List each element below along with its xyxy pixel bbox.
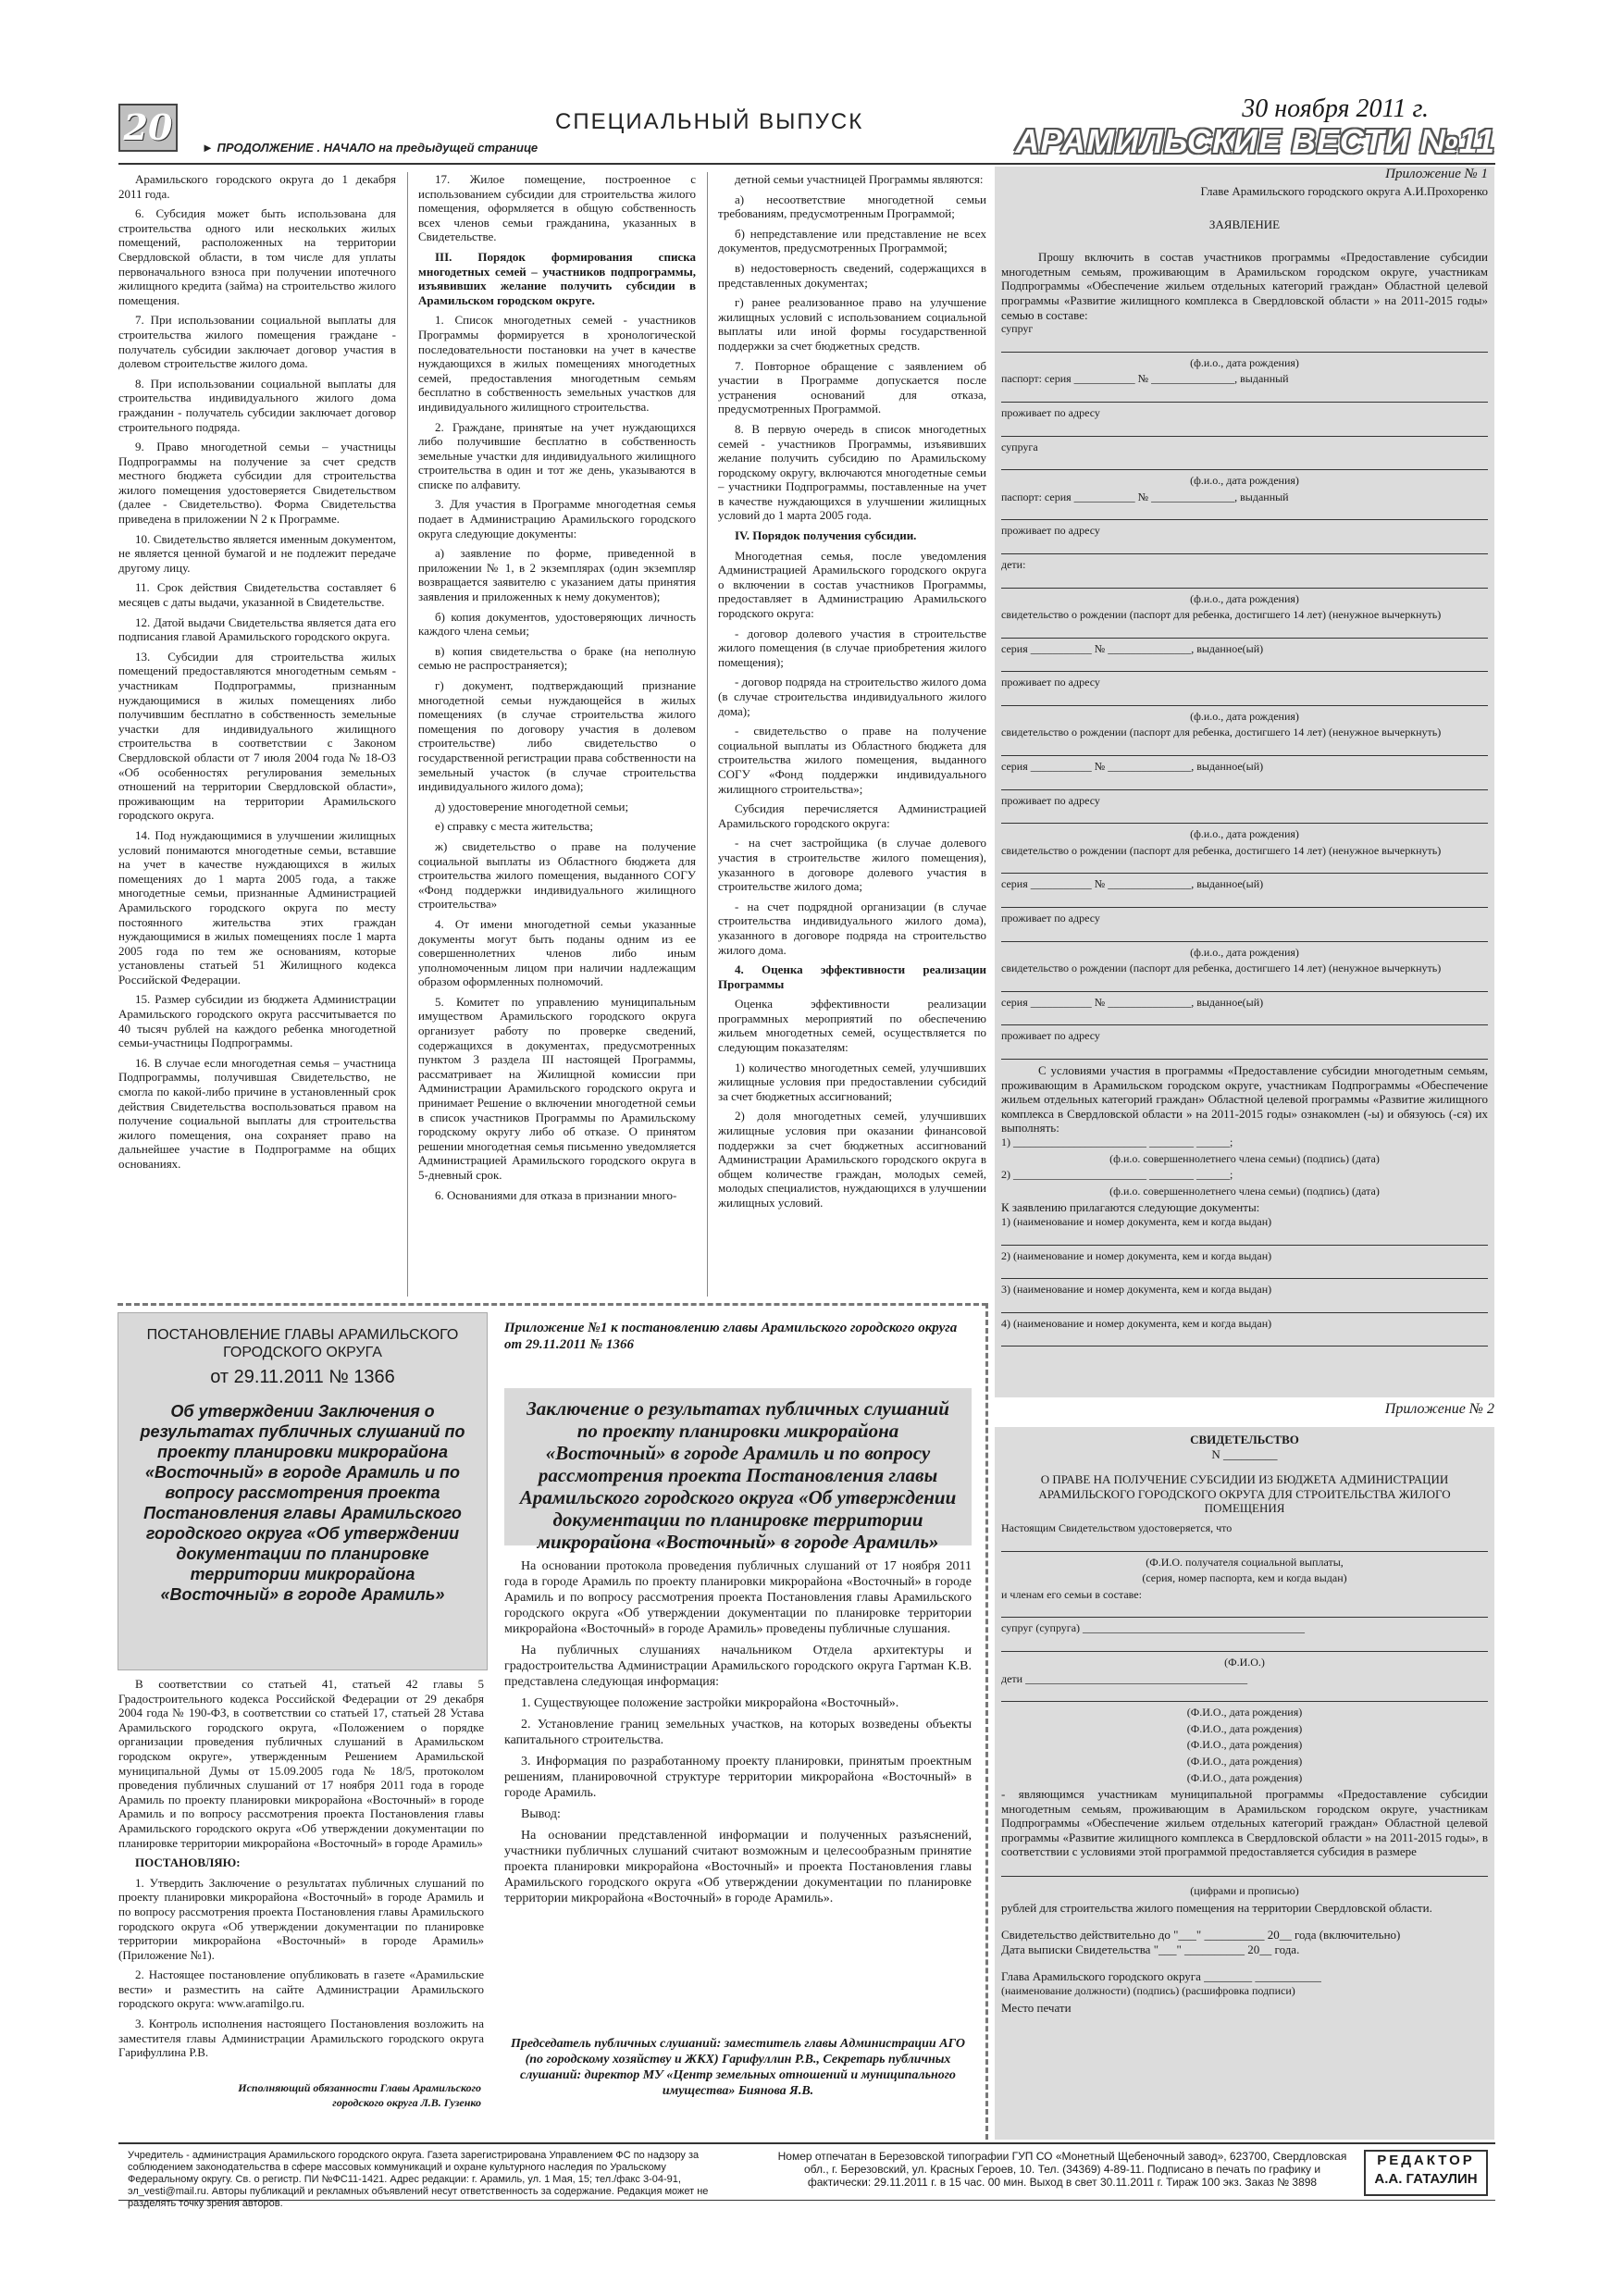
conclusion-signature: Председатель публичных слушаний: заместитель главы Администрации АГО (по городскому хозяйству и ЖКХ) Гарифуллин Р.В., Секретарь публичных слушаний: директор МУ «Центр земельных отношений и муниципального имущества» Биянова Я.В.	[511, 2037, 965, 2098]
conclusion-title: Заключение о результатах публичных слушаний по проекту планировки микрорайона «Восточный» в городе Арамиль и по вопросу рассмотрения проекта Постановления главы Арамильского городского округа «Об утверждении документации по планировке территории микрорайона «Восточный» в городе Арамиль»	[519, 1397, 957, 1553]
paragraph: а) несоответствие многодетной семьи требованиям, предусмотренным Программой;	[718, 192, 986, 221]
paragraph: 14. Под нуждающимися в улучшении жилищных условий понимаются многодетные семьи, вставшие на учет в качестве нуждающихся в жилых помещениях до 1 марта 2005 года, а также многодетные семьи, признанные Администрацией Арамильского городского округа по месту постоянного жительства этих граждан нуждающимися в жилых помещениях после 1 марта 2005 года по тем же основаниям, которые установлены статьей 51 Жилищного кодекса Российской Федерации.	[118, 827, 396, 987]
form-blank-line	[1001, 1265, 1488, 1279]
paragraph: 15. Размер субсидии из бюджета Администрации Арамильского городского округа рассчитывается по 40 тысяч рублей на каждого ребенка многодетной семьи-участницы Подпрограммы.	[118, 992, 396, 1050]
form-documents	[1001, 1215, 1488, 1347]
application-form	[1001, 167, 1488, 1350]
form-blank-line	[1001, 860, 1488, 874]
paragraph: 11. Срок действия Свидетельства составляет 6 месяцев с даты выдачи, указанной в Свидетельстве.	[118, 580, 396, 610]
form-field-label: дети ________________________________________	[1001, 1671, 1248, 1685]
section-separator	[118, 1303, 987, 1306]
paragraph: 1. Утвердить Заключение о результатах публичных слушаний по проекту планировки микрорайона «Восточный» в городе Арамиль и по вопросу рассмотрения проекта Постановления главы Арамильского городского округа «Об утверждении документации по планировке территории микрорайона «Восточный» в городе Арамиль» (Приложение №1).	[118, 1875, 484, 1962]
addressee: Главе Арамильского городского округа А.И.Прохоренко	[1200, 184, 1488, 198]
form-field-label: 1) ________________________ ________ ______;	[1001, 1135, 1233, 1148]
form-blank-line	[1001, 339, 1488, 353]
form-blank-line	[1001, 506, 1488, 520]
form-field-label: 2) ________________________ ________ ______;	[1001, 1168, 1233, 1182]
form-field-label: свидетельство о рождении (паспорт для ребенка, достигшего 14 лет) (ненужное вычеркнуть)	[1001, 726, 1442, 739]
masthead-logo: АРАМИЛЬСКИЕ ВЕСТИ №11	[1015, 122, 1495, 160]
issue-date-line: Дата выписки Свидетельства "___" __________ 20__ года.	[1001, 1942, 1300, 1956]
editor-box	[1364, 2150, 1488, 2196]
paragraph: Многодетная семья, после уведомления Администрацией Арамильского городского округа о включении в состав участников Программы, предоставляет в Администрацию Арамильского городского округа:	[718, 548, 986, 621]
paragraph: В соответствии со статьей 41, статьей 42 главы 5 Градостроительного кодекса Российской Федерации от 29 декабря 2004 года № 190-ФЗ, в соответствии со статьей 17, статьей 28 Устава Арамильского городского округа, «Положением о порядке организации проведения публичных слушаний в Арамильском городском округе», утвержденным Решением Арамильской муниципальной Думы от 15.09.2005 года № 18/5, протоколом проведения публичных слушаний от 17 ноября 2011 года в городе Арамиль по проекту планировки микрорайона «Восточный» в городе Арамиль и по вопросу рассмотрения проекта Постановления главы Арамильского городского округа «Об утверждении документации по планировке территории микрорайона «Восточный» в городе Арамиль»	[118, 1677, 484, 1850]
paragraph: III. Порядок формирования списка многодетных семей – участников подпрограммы, изъявивших желание получить субсидии в Арамильском городском округе.	[418, 249, 696, 307]
form-blank-line	[1001, 776, 1488, 790]
form-blank-line	[1001, 894, 1488, 908]
form-field-label: свидетельство о рождении (паспорт для ребенка, достигшего 14 лет) (ненужное вычеркнуть)	[1001, 843, 1442, 857]
form-blank-line	[1001, 1688, 1488, 1702]
form-field-label: проживает по адресу	[1001, 1029, 1100, 1043]
paragraph: 7. При использовании социальной выплаты для строительства жилого помещения граждане - получатель субсидии заключает договор участия в долевом строительстве жилого дома.	[118, 313, 396, 371]
paragraph: ж) свидетельство о праве на получение социальной выплаты из Областного бюджета для строительства жилого помещения, выданного СОГУ «Фонд поддержки индивидуального жилищного строительства»	[418, 838, 696, 912]
form-blank-line	[1001, 658, 1488, 672]
page-number: 20	[118, 104, 178, 152]
form-title: ЗАЯВЛЕНИЕ	[1208, 217, 1281, 231]
article-column-1	[118, 172, 396, 1297]
paragraph: Оценка эффективности реализации программных мероприятий по обеспечению жильем многодетных семей, осуществляется по следующим показателям:	[718, 997, 986, 1055]
paragraph: На основании представленной информации и полученных разъяснений, участники публичных слушаний считают возможным и целесообразным принятие проекта планировки микрорайона «Восточный» и проекта Постановления главы Арамильского городского округа «Об утверждении документации по планировке территории микрорайона «Восточный» в городе Арамиль».	[504, 1829, 972, 1905]
paragraph: Арамильского городского округа до 1 декабря 2011 года.	[118, 172, 396, 201]
resolution-body	[118, 1677, 484, 2066]
form-field-label: (Ф.И.О. получателя социальной выплаты,	[1146, 1555, 1344, 1569]
paragraph: 8. В первую очередь в список многодетных семей - участников Программы, изъявивших желание получить субсидию по Арамильскому городскому округу, включаются многодетные семьи – участники Подпрограммы, поставленные на учет в качестве нуждающихся в улучшении жилищных условий до 1 марта 2005 года.	[718, 421, 986, 523]
form-field-label: серия ___________ № _______________, выданное(ый)	[1001, 995, 1264, 1009]
form-field-label: (ф.и.о., дата рождения)	[1190, 474, 1299, 488]
appendix-1-label: Приложение № 1	[1385, 167, 1488, 181]
attached-label: К заявлению прилагаются следующие документы:	[1001, 1200, 1260, 1215]
paragraph: в) недостоверность сведений, содержащихся в представленных документах;	[718, 260, 986, 290]
paragraph: 3. Для участия в Программе многодетная семья подает в Администрацию Арамильского городского округа следующие документы:	[418, 497, 696, 540]
paragraph: 1) количество многодетных семей, улучшивших жилищные условия при предоставлении субсидий за счет бюджетных ассигнований;	[718, 1060, 986, 1103]
form-field-label: (ф.и.о., дата рождения)	[1190, 355, 1299, 369]
imprint-footer	[118, 2142, 1495, 2209]
paragraph: б) непредставление или представление не всех документов, предусмотренных Программой;	[718, 226, 986, 255]
paragraph: г) документ, подтверждающий признание многодетной семьи нуждающейся в жилых помещениях (в случае строительства жилого помещения по договору участия в долевом строительстве) либо свидетельство о государственной регистрации права собственности на земельный участок (в случае строительства индивидуального жилого дома);	[418, 678, 696, 794]
paragraph: 1. Существующее положение застройки микрорайона «Восточный».	[521, 1696, 899, 1710]
form-field-label: (Ф.И.О., дата рождения)	[1186, 1706, 1303, 1719]
paragraph: Вывод:	[521, 1807, 561, 1821]
form-field-label: проживает по адресу	[1001, 405, 1100, 419]
paragraph: б) копия документов, удостоверяющих личность каждого члена семьи;	[418, 609, 696, 639]
form-blank-line	[1001, 1638, 1488, 1652]
form-field-label: (Ф.И.О.)	[1224, 1655, 1265, 1669]
conclusion-body	[504, 1558, 972, 1912]
form-blank-line	[1001, 928, 1488, 942]
certificate-title: СВИДЕТЕЛЬСТВО	[1190, 1433, 1299, 1446]
paragraph: 2. Настоящее постановление опубликовать в газете «Арамильские вести» и разместить на сайте Администрации Арамильского городского округа: www.aramilgo.ru.	[118, 1967, 484, 2011]
paragraph: 9. Право многодетной семьи – участницы Подпрограммы на получение за счет средств местного бюджета субсидии для строительства жилого помещения удостоверяется Свидетельством (далее - Свидетельство). Форма Свидетельства приведена в приложении N 2 к Программе.	[118, 440, 396, 527]
form-field-label: (ф.и.о., дата рождения)	[1190, 945, 1299, 959]
form-blank-line	[1001, 540, 1488, 554]
certificate-purpose: рублей для строительства жилого помещения на территории Свердловской области.	[1001, 1900, 1432, 1915]
form-field-label: 1) (наименование и номер документа, кем и когда выдан)	[1001, 1214, 1272, 1228]
article-column-3	[718, 172, 986, 1297]
form-signatures	[1001, 1136, 1488, 1198]
paragraph: 2. Граждане, принятые на учет нуждающихся либо получившие бесплатно в собственность земельные участки для индивидуального жилищного строительства в один и тот же день, указываются в списке по алфавиту.	[418, 419, 696, 491]
resolution-signature: Исполняющий обязанности Главы Арамильского городского округа Л.В. Гузенко	[238, 2081, 481, 2109]
paragraph: в) копия свидетельства о браке (на неполную семью не распространяется);	[418, 643, 696, 673]
form-field-label: (ф.и.о. совершеннолетнего члена семьи) (подпись) (дата)	[1109, 1184, 1380, 1198]
continuation-label: ► ПРОДОЛЖЕНИЕ . НАЧАЛО на предыдущей странице	[202, 141, 539, 155]
head-signature: Глава Арамильского городского округа ________ ___________	[1001, 1969, 1321, 1984]
amount-line	[1001, 1863, 1488, 1877]
form-field-label: проживает по адресу	[1001, 676, 1100, 689]
column-divider	[407, 172, 408, 1297]
paragraph: е) справку с места жительства;	[435, 819, 593, 834]
form-field-label: 2) (наименование и номер документа, кем и когда выдан)	[1001, 1248, 1272, 1262]
form-blank-line	[1001, 1538, 1488, 1552]
form-blank-line	[1001, 625, 1488, 639]
form-field-label: 3) (наименование и номер документа, кем и когда выдан)	[1001, 1283, 1272, 1297]
form-blank-line	[1001, 1299, 1488, 1313]
paragraph: 10. Свидетельство является именным документом, не является ценной бумагой и не подлежит передаче другому лицу.	[118, 531, 396, 575]
form-field-label: (ф.и.о., дата рождения)	[1190, 709, 1299, 723]
paragraph: На публичных слушаниях начальником Отдела архитектуры и градостроительства Администрации Арамильского городского округа Гартман К.В. представлена следующая информация:	[504, 1644, 972, 1689]
form-field-label: серия ___________ № _______________, выданное(ый)	[1001, 760, 1264, 774]
conclusion-title-box	[504, 1388, 972, 1553]
resolution-heading: ПОСТАНОВЛЕНИЕ ГЛАВЫ АРАМИЛЬСКОГО ГОРОДСКОГО ОКРУГА	[146, 1327, 459, 1360]
paragraph: 2) доля многодетных семей, улучшивших жилищные условия при оказании финансовой поддержки за счет бюджетных ассигнований Администрации Арамильского городского округа в общем количестве граждан, молодых семей, молодых специалистов, нуждающихся в улучшении жилищных условий.	[718, 1109, 986, 1210]
form-field-label: супруг	[1001, 322, 1034, 336]
paragraph: На основании протокола проведения публичных слушаний от 17 ноября 2011 года в городе Арамиль по проекту планировки микрорайона «Восточный» в городе Арамиль и по вопросу рассмотрения проекта Постановления главы Арамильского городского округа «Об утверждении документации по планировке территории микрорайона «Восточный» в городе Арамиль» проведены публичные слушания.	[504, 1559, 972, 1636]
paragraph: 17. Жилое помещение, построенное с использованием субсидии для строительства жилого помещения, оформляется в общую собственность всех членов семьи гражданина, указанных в Свидетельстве.	[418, 172, 696, 244]
form-blank-line	[1001, 1333, 1488, 1347]
form-field-label: паспорт: серия ___________ № _______________, выданный	[1001, 372, 1289, 386]
form-blank-line	[1001, 456, 1488, 470]
form-field-label: (ф.и.о., дата рождения)	[1190, 827, 1299, 841]
paragraph: а) заявление по форме, приведенной в приложении № 1, в 2 экземплярах (один экземпляр возвращается заявителю с указанием даты принятия заявления и приложенных к нему документов);	[418, 546, 696, 604]
appendix-2-label: Приложение № 2	[1384, 1401, 1494, 1417]
print-info: Номер отпечатан в Березовской типографии ГУП СО «Монетный Щебеночный завод», 623700, Свердловская обл., г. Березовский, ул. Красных Героев, 10. Тел. (34369) 4-89-11. Подписано в печать по графику и фактически: 29.11.2011 г. в 15 час. 00 мин. Выход в свет 30.11.2011 г. Тираж 100 экз. Заказ № 3898	[777, 2150, 1347, 2189]
form-field-label: (ф.и.о. совершеннолетнего члена семьи) (подпись) (дата)	[1109, 1151, 1380, 1165]
founder-info: Учредитель - администрация Арамильского городского округа. Газета зарегистрирована Управлением ФС по надзору за соблюдением законодательства в сфере массовых коммуникаций и охране культурного наследия по Уральскому Федеральному округу. Св. о регистр. ПИ №ФС11-1421. Адрес редакции: г. Арамиль, ул. 1 Мая, 15; тел./факс 3-04-91, эл_vesti@mail.ru. Авторы публикаций и рекламных объявлений несут ответственность за содержание. Редакция может не разделять точку зрения авторов.	[128, 2150, 709, 2209]
form-blank-line	[1001, 575, 1488, 589]
form-field-label: проживает по адресу	[1001, 793, 1100, 807]
resolution-number: от 29.11.2011 № 1366	[210, 1367, 395, 1387]
paragraph: Субсидия перечисляется Администрацией Арамильского городского округа:	[718, 801, 986, 830]
signature-labels: (наименование должности) (подпись) (расшифровка подписи)	[1001, 1984, 1295, 1998]
issue-date: 30 ноября 2011 г.	[1242, 94, 1429, 123]
paragraph: 4. Оценка эффективности реализации Программы	[718, 962, 986, 991]
stamp-place: Место печати	[1001, 2000, 1072, 2015]
certificate-fields	[1001, 1521, 1488, 1785]
paragraph: 4. От имени многодетной семьи указанные документы могут быть поданы одним из ее совершеннолетних членов либо иным уполномоченным лицом при наличии надлежащим образом оформленных полномочий.	[418, 916, 696, 989]
form-field-label: свидетельство о рождении (паспорт для ребенка, достигшего 14 лет) (ненужное вычеркнуть)	[1001, 962, 1442, 975]
certificate-body: - являющимся участникам муниципальной программы «Предоставление субсидии многодетным семьям, проживающим в Арамильском городском округе, участникам Подпрограммы «Обеспечение жильем отдельных категорий граждан» Областной целевой программы «Развитие жилищного комплекса в Свердловской области » на 2011-2015 годы», в соответствии с условиями этой программой предоставляется субсидия в размере	[1001, 1787, 1488, 1859]
form-blank-line	[1001, 1046, 1488, 1060]
header-rule	[118, 163, 1495, 165]
certificate	[1001, 1433, 1488, 2015]
form-field-label: (Ф.И.О., дата рождения)	[1186, 1770, 1303, 1784]
editor-name: А.А. ГАТАУЛИН	[1374, 2171, 1478, 2187]
form-field-label: проживает по адресу	[1001, 912, 1100, 925]
form-blank-line	[1001, 978, 1488, 992]
form-field-label: свидетельство о рождении (паспорт для ребенка, достигшего 14 лет) (ненужное вычеркнуть)	[1001, 608, 1442, 622]
form-blank-line	[1001, 1232, 1488, 1246]
paragraph: 8. При использовании социальной выплаты для строительства индивидуального жилого дома гражданин - получатель субсидии заключает договор строительного подряда.	[118, 376, 396, 434]
paragraph: 12. Датой выдачи Свидетельства является дата его подписания главой Арамильского городского округа.	[118, 614, 396, 644]
paragraph: 6. Субсидия может быть использована для строительства одного или нескольких жилых помещений, расположенных на территории Свердловской области, в том числе для уплаты первоначального взноса при получении ипотечного жилищного кредита (займа) на строительство жилого помещения.	[118, 206, 396, 307]
form-field-label: (ф.и.о., дата рождения)	[1190, 591, 1299, 605]
resolution-header	[118, 1312, 488, 1670]
form-field-label: (Ф.И.О., дата рождения)	[1186, 1721, 1303, 1735]
form-field-label: (серия, номер паспорта, кем и когда выдан)	[1142, 1571, 1347, 1585]
paragraph: детной семьи участницей Программы являются:	[735, 172, 984, 186]
paragraph: - договор подряда на строительство жилого дома (в случае строительства индивидуального жилого дома);	[718, 675, 986, 718]
paragraph: 1. Список многодетных семей - участников Программы формируется в хронологической последовательности постановки на учет в качестве нуждающихся в жилых помещениях многодетных семей, предоставления многодетным семьям бесплатно в собственность земельных участков для индивидуального жилищного строительства.	[418, 313, 696, 414]
paragraph: 6. Основаниями для отказа в признании много-	[435, 1187, 677, 1202]
section-title: СПЕЦИАЛЬНЫЙ ВЫПУСК	[555, 109, 864, 134]
form-body: Прошу включить в состав участников программы «Предоставление субсидии многодетным семьям, проживающим в Арамильском городском округе, участникам Подпрограммы «Обеспечение жильем отдельных категорий граждан» Областной целевой программы «Развитие жилищного комплекса в Свердловской области » на 2011-2015 годы» семью в составе:	[1001, 250, 1488, 322]
form-field-label: (Ф.И.О., дата рождения)	[1186, 1754, 1303, 1768]
form-blank-line	[1001, 1604, 1488, 1618]
paragraph: д) удостоверение многодетной семьи;	[435, 799, 629, 813]
form-field-label: 4) (наименование и номер документа, кем и когда выдан)	[1001, 1316, 1272, 1330]
form-conditions: С условиями участия в программы «Предоставление субсидии многодетным семьям, проживающим в Арамильском городском округе, участникам Подпрограммы «Обеспечение жильем отдельных категорий граждан» Областной целевой программы «Развитие жилищного комплекса в Свердловской области » на 2011-2015 годы» ознакомлен (-ы) и обязуюсь (-ся) их выполнять:	[1001, 1063, 1488, 1136]
form-field-label: и членам его семьи в составе:	[1001, 1587, 1142, 1601]
form-field-label: проживает по адресу	[1001, 524, 1100, 538]
form-blank-line	[1001, 423, 1488, 437]
form-fields	[1001, 322, 1488, 1060]
form-blank-line	[1001, 692, 1488, 706]
paragraph: IV. Порядок получения субсидии.	[735, 528, 917, 543]
amount-label: (цифрами и прописью)	[1190, 1884, 1299, 1898]
certificate-number: N _________	[1211, 1446, 1278, 1461]
column-divider	[707, 172, 708, 1297]
form-field-label: супруг (супруга) ________________________________________	[1001, 1621, 1306, 1635]
form-field-label: серия ___________ № _______________, выданное(ый)	[1001, 641, 1264, 655]
paragraph: 7. Повторное обращение с заявлением об участии в Программе допускается после устранения оснований для отказа, предусмотренных Программой.	[718, 358, 986, 416]
form-field-label: дети:	[1001, 557, 1026, 571]
paragraph: ПОСТАНОВЛЯЮ:	[135, 1855, 241, 1870]
paragraph: - на счет подрядной организации (в случае строительства индивидуального жилого дома), указанного в договоре подряда на строительство жилого дома.	[718, 899, 986, 957]
paragraph: 3. Контроль исполнения настоящего Постановления возложить на заместителя главы Администрации Арамильского городского округа Гарифуллина Р.В.	[118, 2017, 484, 2060]
paragraph: - на счет застройщика (в случае долевого участия в строительстве жилого помещения), указанного в договоре долевого участия в строительстве жилого дома;	[718, 836, 986, 894]
article-column-2	[418, 172, 696, 1297]
paragraph: 3. Информация по разработанному проекту планировки, принятым проектным решениям, планировочной структуре территории микрорайона «Восточный» в городе Арамиль.	[504, 1755, 972, 1800]
resolution-title: Об утверждении Заключения о результатах публичных слушаний по проекту планировки микрорайона «Восточный» в городе Арамиль и по вопросу рассмотрения проекта Постановления главы Арамильского городского округа «Об утверждении документации по планировке территории микрорайона «Восточный» в городе Арамиль»	[140, 1402, 465, 1604]
form-field-label: паспорт: серия ___________ № _______________, выданный	[1001, 490, 1289, 503]
section-separator	[985, 1303, 988, 2140]
appendix-header: Приложение №1 к постановлению главы Арамильского городского округа от 29.11.2011 № 1366	[504, 1321, 958, 1352]
paragraph: г) ранее реализованное право на улучшение жилищных условий с использованием социальной выплаты или иной формы государственной поддержки за счет бюджетных средств.	[718, 295, 986, 353]
certificate-subtitle: О ПРАВЕ НА ПОЛУЧЕНИЕ СУБСИДИИ ИЗ БЮДЖЕТА АДМИНИСТРАЦИИ АРАМИЛЬСКОГО ГОРОДСКОГО ОКРУГА ДЛЯ СТРОИТЕЛЬСТВА ЖИЛОГО ПОМЕЩЕНИЯ	[1038, 1472, 1451, 1516]
valid-until: Свидетельство действительно до "___" __________ 20__ года (включительно)	[1001, 1928, 1401, 1942]
form-field-label: (Ф.И.О., дата рождения)	[1186, 1738, 1303, 1752]
paragraph: 5. Комитет по управлению муниципальным имуществом Арамильского городского округа организует работу по проверке сведений, содержащихся в документах, предусмотренных пунктом 3 раздела III настоящей Программы, рассматривает на Жилищной комиссии при Администрации Арамильского городского округа и принимает Решение о включении многодетной семьи в список участников Программы по Арамильскому городскому округу либо об отказе. О принятом решении многодетная семья письменно уведомляется Администрацией Арамильского городского округа в 5-дневный срок.	[418, 994, 696, 1182]
editor-label: РЕДАКТОР	[1377, 2153, 1475, 2168]
paragraph: 16. В случае если многодетная семья – участница Подпрограммы, получившая Свидетельство, не смогла по какой-либо причине в установленный срок действия Свидетельства воспользоваться правом на получение социальной выплаты для строительства жилого помещения, она сохраняет право на дальнейшее участие в Подпрограмме на общих основаниях.	[118, 1055, 396, 1171]
form-blank-line	[1001, 389, 1488, 403]
paragraph: 2. Установление границ земельных участков, на которых возведены объекты капитального строительства.	[504, 1718, 972, 1747]
paragraph: - свидетельство о праве на получение социальной выплаты из Областного бюджета для строительства жилого помещения, выданного СОГУ «Фонд поддержки индивидуального жилищного строительства»;	[718, 724, 986, 796]
form-blank-line	[1001, 1011, 1488, 1025]
form-field-label: супруга	[1001, 440, 1038, 453]
form-blank-line	[1001, 742, 1488, 756]
form-field-label: Настоящим Свидетельством удостоверяется, что	[1001, 1520, 1233, 1534]
paragraph: - договор долевого участия в строительстве жилого помещения (в случае приобретения жилого помещения);	[718, 626, 986, 669]
paragraph: 13. Субсидии для строительства жилых помещений предоставляются многодетным семьям - участникам Подпрограммы, признанным нуждающимися в жилых помещениях либо получившим бесплатно в собственность земельные участки для индивидуального жилищного строительства в соответствии с Законом Свердловской области от 7 июля 2004 года № 18-ОЗ «Об особенностях регулирования земельных отношений на территории Свердловской области», проживающим на территории Арамильского городского округа.	[118, 649, 396, 823]
form-blank-line	[1001, 810, 1488, 824]
form-field-label: серия ___________ № _______________, выданное(ый)	[1001, 877, 1264, 891]
